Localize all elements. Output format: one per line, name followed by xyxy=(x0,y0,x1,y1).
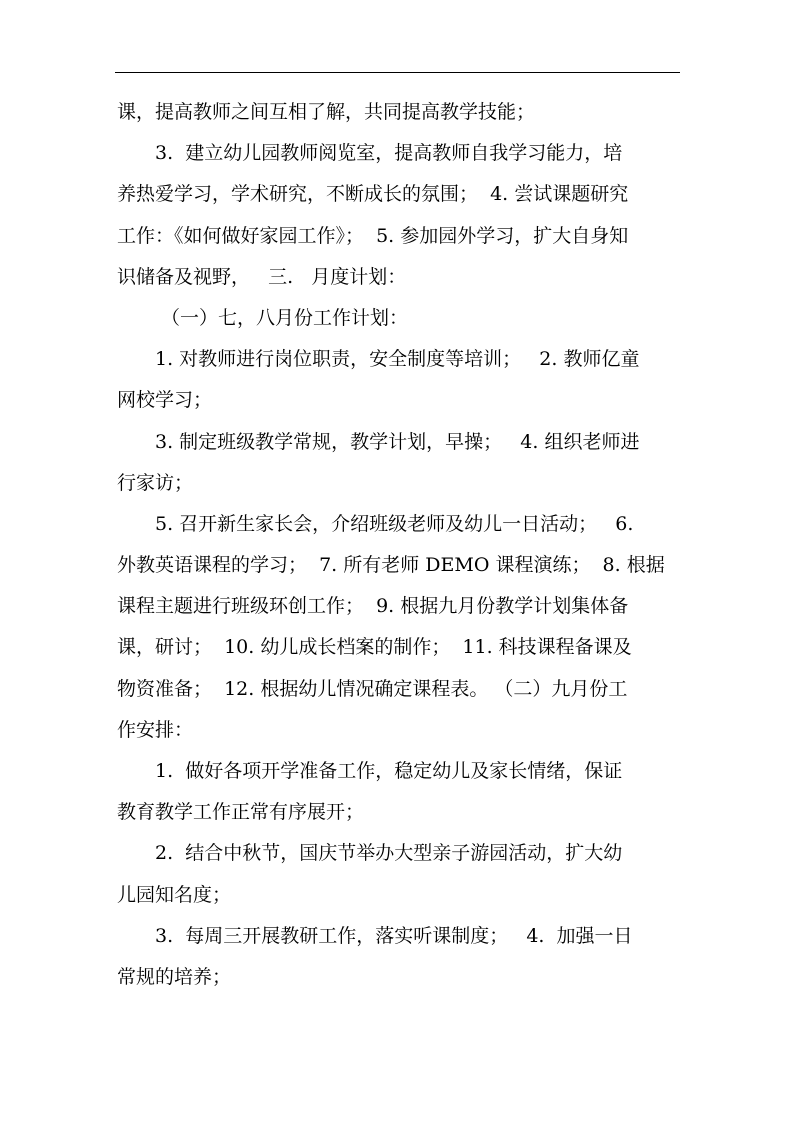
text-line: 5. 召开新生家长会，介绍班级老师及幼儿一日活动； 6. xyxy=(155,512,634,535)
text-line: 3. 每周三开展教研工作，落实听课制度； 4. 加强一日 xyxy=(155,924,633,947)
text-line: 儿园知名度； xyxy=(117,883,232,906)
text-line: 课程主题进行班级环创工作； 9. 根据九月份教学计划集体备 xyxy=(117,595,629,618)
text-line: 课，研讨； 10. 幼儿成长档案的制作； 11. 科技课程备课及 xyxy=(117,636,632,659)
text-line: 外教英语课程的学习； 7. 所有老师 DEMO 课程演练； 8. 根据 xyxy=(117,554,665,577)
text-line: 行家访； xyxy=(117,471,194,494)
text-line: 网校学习； xyxy=(117,389,213,412)
body-text xyxy=(117,92,683,998)
text-line: 教育教学工作正常有序展开； xyxy=(117,801,365,824)
text-line: 课，提高教师之间互相了解，共同提高教学技能； xyxy=(117,101,536,123)
text-line: 常规的培养； xyxy=(117,965,232,988)
text-line: （一）七，八月份工作计划： xyxy=(161,306,409,329)
text-line: 1. 对教师进行岗位职责，安全制度等培训； 2. 教师亿童 xyxy=(155,348,640,371)
text-line: 工作：《如何做好家园工作》； 5. 参加园外学习，扩大自身知 xyxy=(117,224,629,247)
text-line: 识储备及视野， 三. 月度计划： xyxy=(117,265,407,288)
text-line: 1. 做好各项开学准备工作，稳定幼儿及家长情绪，保证 xyxy=(155,760,623,782)
text-line: 2. 结合中秋节，国庆节举办大型亲子游园活动，扩大幼 xyxy=(155,842,623,865)
text-line: 养热爱学习，学术研究，不断成长的氛围； 4. 尝试课题研究 xyxy=(117,183,629,206)
text-line: 3. 建立幼儿园教师阅览室，提高教师自我学习能力，培 xyxy=(155,142,623,165)
text-line: 物资准备； 12. 根据幼儿情况确定课程表。 （二）九月份工 xyxy=(117,677,628,700)
text-line: 3. 制定班级教学常规，教学计划，早操； 4. 组织老师进 xyxy=(155,430,640,453)
header-rule xyxy=(115,72,680,73)
text-line: 作安排： xyxy=(117,718,194,741)
